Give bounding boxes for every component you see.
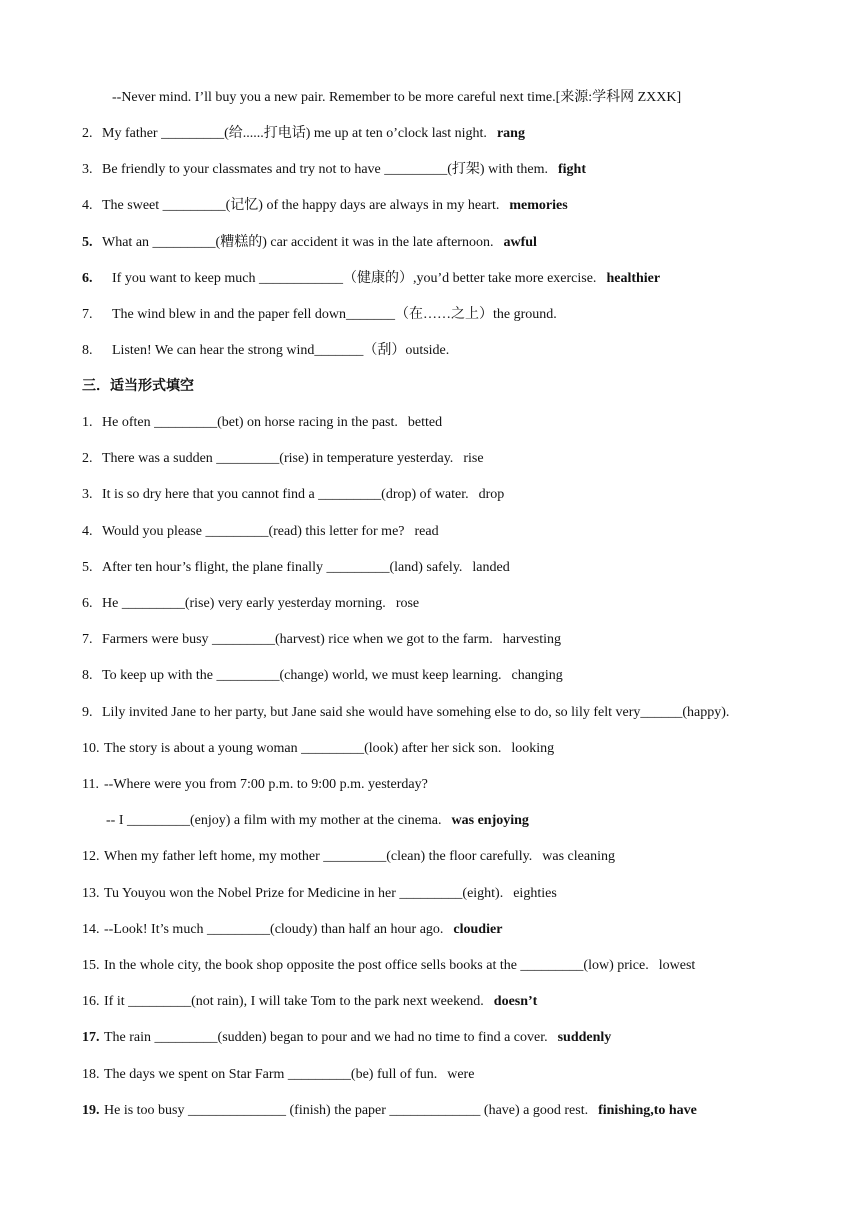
question-text: The sweet _________(记忆) of the happy days are always in my heart. [102,198,500,214]
answer-text: fight [557,162,586,178]
question-number: 6. [82,596,93,611]
question-item [82,666,820,686]
question-number: 19. [82,1102,100,1118]
answer-text: was enjoying [451,813,529,829]
question-text: In the whole city, the book shop opposite the post office sells books at the _________(low) price. [104,958,649,973]
question-text: When my father left home, my mother _________(clean) the floor carefully. [104,849,533,865]
intro-line: --Never mind. I’ll buy you a new pair. Remember to be more careful next time.[来源:学科网 ZXXK] [112,90,682,105]
answer-text: drop [478,487,505,503]
question-text: -- I _________(enjoy) a film with my mother at the cinema. [106,813,442,829]
question-number: 8. [82,668,93,684]
question-item [82,956,820,976]
question-text: If you want to keep much ____________（健康的）,you’d better take more exercise. [112,270,597,286]
question-item [82,269,820,289]
answer-text: betted [407,415,443,430]
question-number: 5. [82,234,93,250]
question-item [82,233,820,253]
answer-text: landed [472,559,510,575]
question-item [82,196,820,216]
answer-text: rose [395,596,420,611]
answer-text: cloudier [453,921,503,937]
question-number: 15. [82,958,100,973]
question-number: 7. [82,307,93,322]
answer-text: eighties [513,885,557,901]
question-number: 8. [82,343,93,359]
answer-text: was cleaning [542,849,615,865]
question-number: 18. [82,1066,100,1082]
question-text: My father _________(给......打电话) me up at ten o’clock last night. [102,126,487,141]
answer-text: read [414,523,439,539]
question-number: 10. [82,740,100,756]
question-text: --Where were you from 7:00 p.m. to 9:00 p.m. yesterday? [104,777,428,792]
question-text: Tu Youyou won the Nobel Prize for Medicine in her _________(eight). [104,885,504,901]
question-item [82,775,820,795]
question-item [106,811,820,831]
question-text: The wind blew in and the paper fell down_______（在……之上）the ground. [112,307,557,322]
answer-text: awful [503,234,537,250]
question-text: After ten hour’s flight, the plane finally _________(land) safely. [102,559,463,575]
question-item [82,630,820,650]
section-3-title: 三．适当形式填空 [82,378,194,394]
answer-text: lowest [658,958,696,973]
question-number: 12. [82,849,100,865]
answer-text: doesn’t [493,994,538,1010]
question-text: --Look! It’s much _________(cloudy) than half an hour ago. [104,921,444,937]
question-item [82,1028,820,1048]
answer-text: finishing,to have [598,1102,697,1118]
answer-text: memories [509,198,568,214]
question-text: The story is about a young woman _________(look) after her sick son. [104,740,502,756]
question-item [82,594,820,614]
question-item [82,703,820,723]
question-text: To keep up with the _________(change) world, we must keep learning. [102,668,502,684]
question-text: There was a sudden _________(rise) in temperature yesterday. [102,451,454,467]
question-text: He often _________(bet) on horse racing in the past. [102,415,398,430]
question-item [82,449,820,469]
question-item [82,992,820,1012]
question-number: 9. [82,704,93,720]
question-text: Farmers were busy _________(harvest) rice when we got to the farm. [102,632,493,648]
question-text: The days we spent on Star Farm _________(be) full of fun. [104,1066,438,1082]
question-item [82,739,820,759]
question-number: 4. [82,198,93,214]
answer-text: changing [511,668,563,684]
question-number: 2. [82,126,93,141]
question-number: 13. [82,885,100,901]
question-item [82,341,820,361]
question-number: 11. [82,777,99,792]
question-number: 3. [82,162,93,178]
answer-text: rise [463,451,484,467]
question-item [82,485,820,505]
answer-text: healthier [606,270,661,286]
answer-text: harvesting [502,632,562,648]
question-text: The rain _________(sudden) began to pour and we had no time to find a cover. [104,1030,548,1046]
question-number: 7. [82,632,93,648]
question-item [82,884,820,904]
question-item [82,160,820,180]
question-item [82,124,820,144]
question-number: 16. [82,994,100,1010]
question-text: It is so dry here that you cannot find a _________(drop) of water. [102,487,469,503]
question-text: Would you please _________(read) this letter for me? [102,523,405,539]
answer-text: suddenly [557,1030,612,1046]
question-number: 5. [82,559,93,575]
question-item [82,1065,820,1085]
question-number: 2. [82,451,93,467]
question-text: Listen! We can hear the strong wind_______（刮）outside. [112,343,450,359]
question-text: He _________(rise) very early yesterday morning. [102,596,386,611]
answer-text: were [447,1066,475,1082]
question-number: 14. [82,921,100,937]
answer-text: looking [511,740,555,756]
question-text: He is too busy ______________ (finish) the paper _____________ (have) a good rest. [104,1102,589,1118]
question-text: Lily invited Jane to her party, but Jane said she would have somehing else to do, so lily felt very______(happy). [102,704,730,720]
question-number: 4. [82,523,93,539]
question-item [82,920,820,940]
question-item [82,305,820,325]
question-text: What an _________(糟糕的) car accident it was in the late afternoon. [102,234,494,250]
question-text: If it _________(not rain), I will take Tom to the park next weekend. [104,994,484,1010]
question-number: 1. [82,415,93,430]
answer-text: rang [496,126,525,141]
question-item [82,1101,820,1121]
question-item [82,413,820,433]
question-number: 6. [82,270,93,286]
question-number: 17. [82,1030,100,1046]
question-item [82,558,820,578]
question-text: Be friendly to your classmates and try not to have _________(打架) with them. [102,162,548,178]
question-item [82,847,820,867]
question-item [82,522,820,542]
question-number: 3. [82,487,93,503]
